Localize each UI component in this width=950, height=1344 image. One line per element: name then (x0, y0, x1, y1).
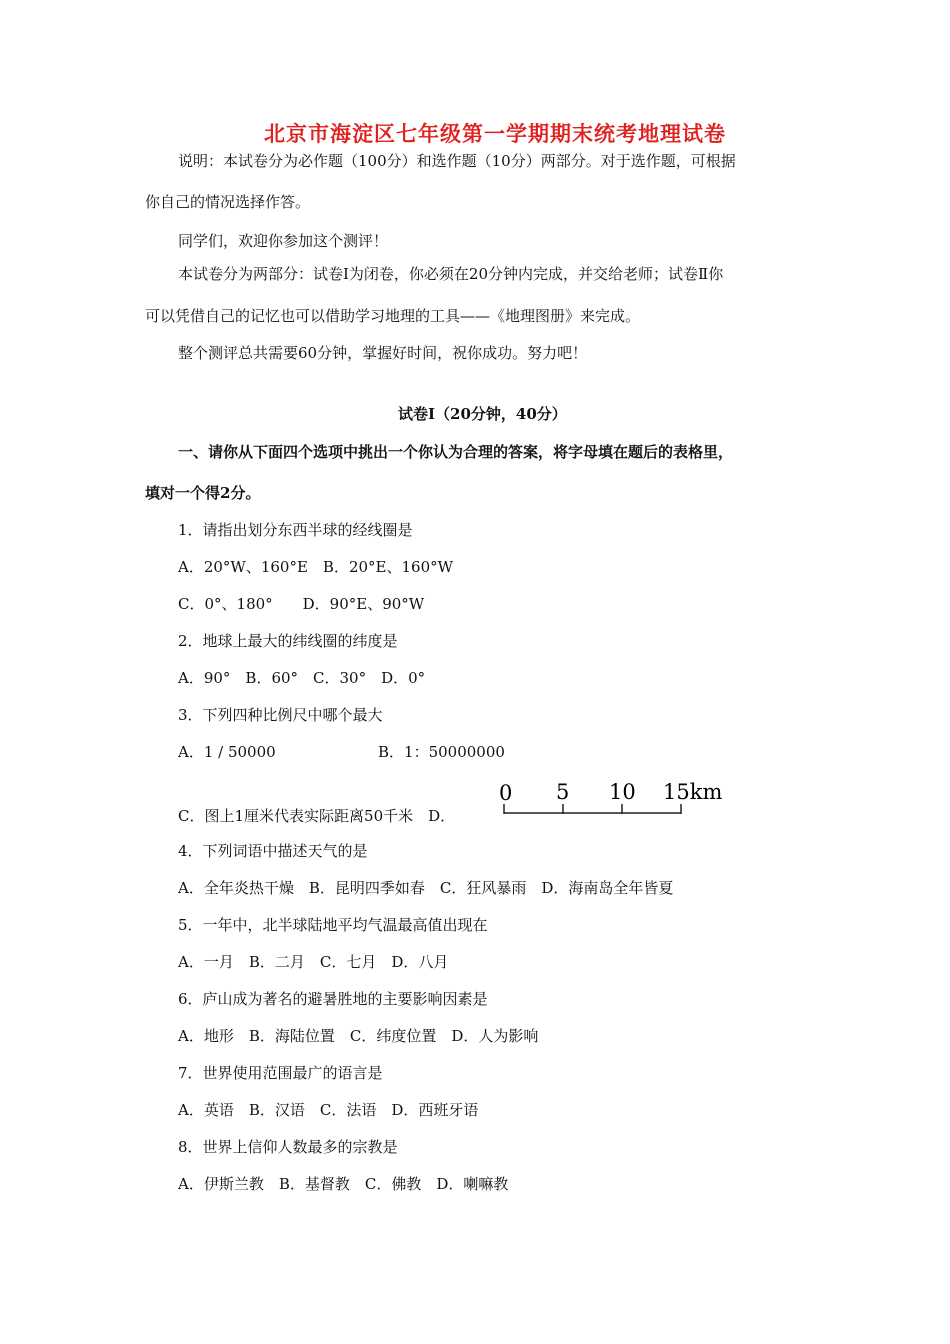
intro-line-3: 同学们，欢迎你参加这个测评！ (178, 232, 389, 250)
scale-bar-figure (496, 780, 726, 820)
intro-line-2: 你自己的情况选择作答。 (145, 193, 311, 211)
question-8: 8．世界上信仰人数最多的宗教是 (178, 1138, 398, 1156)
intro-line-4: 本试卷分为两部分：试卷Ⅰ为闭卷，你必须在20分钟内完成，并交给老师；试卷Ⅱ你 (178, 265, 724, 283)
scale-label-0: 0 (499, 781, 513, 805)
intro-line-1: 说明：本试卷分为必作题（100分）和选作题（10分）两部分。对于选作题，可根据 (178, 152, 736, 170)
options-5: A．一月 B．二月 C．七月 D．八月 (178, 953, 449, 971)
intro-line-5: 可以凭借自己的记忆也可以借助学习地理的工具——《地理图册》来完成。 (145, 307, 641, 325)
options-3a: A．1 / 50000 (178, 743, 276, 761)
scale-label-10: 10 (609, 780, 636, 804)
options-1b: C．0°、180° D．90°E、90°W (178, 595, 425, 613)
question-4: 4．下列词语中描述天气的是 (178, 842, 368, 860)
instruction-line-2: 填对一个得2分。 (145, 484, 261, 502)
options-7: A．英语 B．汉语 C．法语 D．西班牙语 (178, 1101, 479, 1119)
question-5: 5．一年中，北半球陆地平均气温最高值出现在 (178, 916, 488, 934)
question-2: 2．地球上最大的纬线圈的纬度是 (178, 632, 398, 650)
section-heading: 试卷Ⅰ（20分钟，40分） (398, 405, 567, 423)
intro-line-6: 整个测评总共需要60分钟，掌握好时间，祝你成功。努力吧！ (178, 344, 588, 362)
options-6: A．地形 B．海陆位置 C．纬度位置 D．人为影响 (178, 1027, 539, 1045)
options-2: A．90° B．60° C．30° D．0° (178, 669, 426, 687)
options-8: A．伊斯兰教 B．基督教 C．佛教 D．喇嘛教 (178, 1175, 509, 1193)
scale-label-15km: 15km (663, 780, 723, 804)
options-4: A．全年炎热干燥 B．昆明四季如春 C．狂风暴雨 D．海南岛全年皆夏 (178, 879, 674, 897)
question-3: 3．下列四种比例尺中哪个最大 (178, 706, 383, 724)
options-3b: B．1：50000000 (378, 743, 505, 761)
scale-label-5: 5 (556, 780, 570, 804)
options-1a: A．20°W、160°E B．20°E、160°W (178, 558, 454, 576)
options-3c: C．图上1厘米代表实际距离50千米 D． (178, 807, 456, 825)
question-1: 1．请指出划分东西半球的经线圈是 (178, 521, 413, 539)
question-6: 6．庐山成为著名的避暑胜地的主要影响因素是 (178, 990, 488, 1008)
exam-title: 北京市海淀区七年级第一学期期末统考地理试卷 (264, 121, 726, 146)
instruction-line-1: 一、请你从下面四个选项中挑出一个你认为合理的答案，将字母填在题后的表格里， (178, 443, 734, 461)
question-7: 7．世界使用范围最广的语言是 (178, 1064, 383, 1082)
